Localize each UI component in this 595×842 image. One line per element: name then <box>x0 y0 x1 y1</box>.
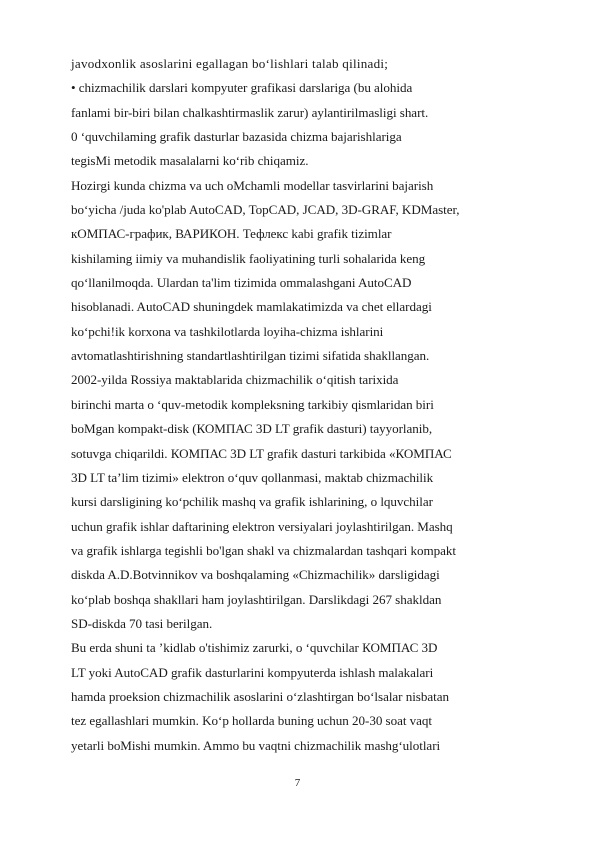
text-line: tez egallashlari mumkin. Ko‘p hollarda buning uchun 20-30 soat vaqt <box>71 713 433 729</box>
text-line: kursi darsligining ko‘pchilik mashq va grafik ishlarining, o lquvchilar <box>71 494 433 510</box>
text-line: ko‘plab boshqa shakllari ham joylashtirilgan. Darslikdagi 267 shakldan <box>71 591 442 607</box>
text-line: va grafik ishlarga tegishli bo'lgan shakl va chizmalardan tashqari kompakt <box>71 542 456 558</box>
text-line: • chizmachilik darslari kompyuter grafikasi darslariga (bu alohida <box>71 80 413 96</box>
page-number: 7 <box>294 777 301 789</box>
text-line: SD-diskda 70 tasi berilgan. <box>71 615 213 631</box>
text-line: LT yoki AutoCAD grafik dasturlarini kompyuterda ishlash malakalari <box>71 664 434 680</box>
text-line: boMgan kompakt-disk (КОМПАС 3D LT grafik dasturi) tayyorlanib, <box>71 421 433 437</box>
text-line: javodxonlik asoslarini egallagan bo‘lishlari talab qilinadi; <box>71 56 389 71</box>
text-line: hisoblanadi. AutoCAD shuningdek mamlakatimizda va chet ellardagi <box>71 299 432 315</box>
text-line: kishilaming iimiy va muhandislik faoliyatining turli sohalarida keng <box>71 250 426 266</box>
text-line: sotuvga chiqarildi. КОМПАС 3D LT grafik dasturi tarkibida «КОМПАС <box>71 445 452 461</box>
text-line: yetarli boMishi mumkin. Ammo bu vaqtni chizmachilik mashg‘ulotlari <box>71 737 441 753</box>
text-line: fanlami bir-biri bilan chalkashtirmaslik zarur) aylantirilmasligi shart. <box>71 104 429 120</box>
text-line: кОМПАС-график, ВАРИКОН. Тефлекс kabi grafik tizimlar <box>71 226 392 242</box>
text-line: 0 ‘quvchilaming grafik dasturlar bazasida chizma bajarishlariga <box>71 129 402 145</box>
text-line: birinchi marta o ‘quv-metodik kompleksning tarkibiy qismlaridan biri <box>71 396 434 412</box>
text-line: avtomatlashtirishning standartlashtirilgan tizimi sifatida shakllangan. <box>71 348 430 364</box>
body-text <box>71 52 531 758</box>
text-line: bo‘yicha /juda ko'plab AutoCAD, TopCAD, JCAD, 3D-GRAF, KDMaster, <box>71 202 460 218</box>
text-line: uchun grafik ishlar daftarining elektron versiyalari joylashtirilgan. Mashq <box>71 518 453 534</box>
text-line: Bu erda shuni ta ’kidlab o'tishimiz zarurki, o ‘quvchilar КОМПАС 3D <box>71 640 438 656</box>
text-line: 2002-yilda Rossiya maktablarida chizmachilik o‘qitish tarixida <box>71 372 399 388</box>
text-line: Hozirgi kunda chizma va uch oMchamli modellar tasvirlarini bajarish <box>71 177 434 193</box>
text-line: hamda proeksion chizmachilik asoslarini o‘zlashtirgan bo‘lsalar nisbatan <box>71 688 449 704</box>
text-line: tegisMi metodik masalalarni ko‘rib chiqamiz. <box>71 153 309 169</box>
text-line: 3D LT ta’lim tizimi» elektron o‘quv qollanmasi, maktab chizmachilik <box>71 469 434 485</box>
text-line: qo‘llanilmoqda. Ulardan ta'lim tizimida ommalashgani AutoCAD <box>71 275 412 291</box>
text-line: diskda A.D.Botvinnikov va boshqalaming «Chizmachilik» darsligidagi <box>71 567 440 583</box>
text-line: ko‘pchi!ik korxona va tashkilotlarda loyiha-chizma ishlarini <box>71 323 384 339</box>
